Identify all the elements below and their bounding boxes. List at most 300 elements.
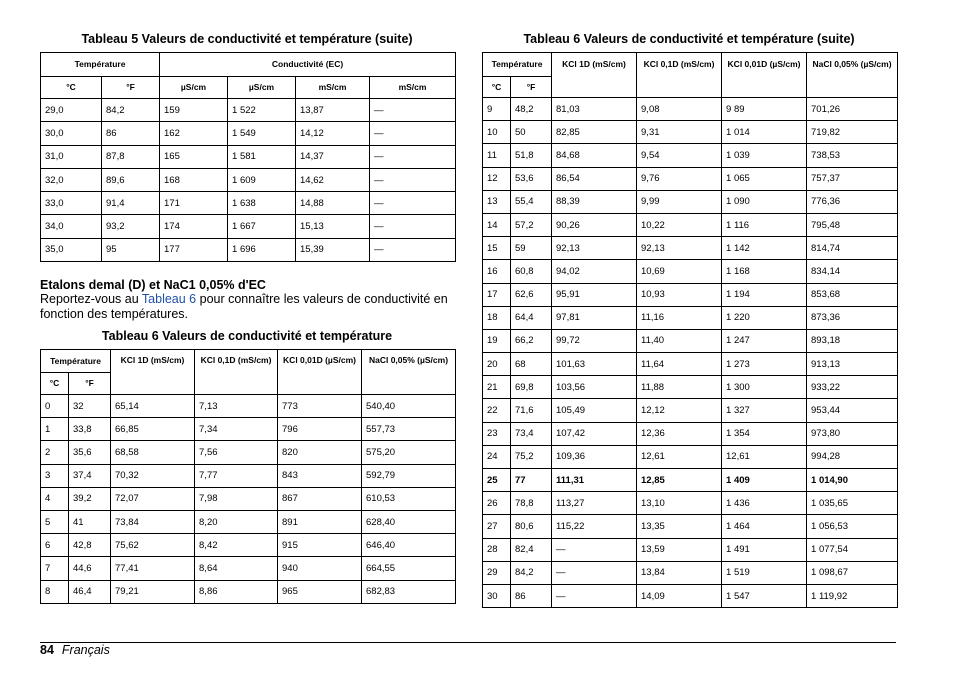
table6-row bbox=[41, 487, 456, 510]
table6-cont-cell: 13,35 bbox=[637, 515, 722, 538]
table6-cont-row bbox=[483, 237, 898, 260]
table6-cell: 2 bbox=[41, 441, 69, 464]
table6-cont-cell: 1 247 bbox=[722, 329, 807, 352]
table6-cont-cell: 1 014,90 bbox=[807, 469, 898, 492]
table6-cont-cell: — bbox=[552, 561, 637, 584]
table6-cont-header: KCl 1D (mS/cm) bbox=[552, 53, 637, 98]
table6-row bbox=[41, 510, 456, 533]
table6-cont-cell: 53,6 bbox=[511, 167, 552, 190]
table6-cell: 557,73 bbox=[362, 418, 456, 441]
table6-cont-cell: 1 056,53 bbox=[807, 515, 898, 538]
table6-cont-cell: 15 bbox=[483, 237, 511, 260]
table6-cont-row bbox=[483, 445, 898, 468]
table6-cont-header: NaCl 0,05% (µS/cm) bbox=[807, 53, 898, 98]
table6-cont-cell: 77 bbox=[511, 469, 552, 492]
table5-subheader: mS/cm bbox=[296, 77, 370, 99]
table6-cont-cell: 25 bbox=[483, 469, 511, 492]
table6-cell: 33,8 bbox=[69, 418, 111, 441]
table6-cont-cell: 973,80 bbox=[807, 422, 898, 445]
table6-cont-row bbox=[483, 376, 898, 399]
table6-cell: 965 bbox=[278, 580, 362, 603]
table6-cont-header: KCl 0,01D (µS/cm) bbox=[722, 53, 807, 98]
table6-cont-cell: 9,99 bbox=[637, 190, 722, 213]
table5-cell: 86 bbox=[102, 122, 160, 145]
table5-cell: 1 549 bbox=[228, 122, 296, 145]
table6-cont-cell: 75,2 bbox=[511, 445, 552, 468]
table5-cell: 93,2 bbox=[102, 215, 160, 238]
table5-cell: 15,13 bbox=[296, 215, 370, 238]
table6-cont-caption: Tableau 6 Valeurs de conductivité et température (suite) bbox=[523, 32, 855, 46]
table6-cont-cell: 795,48 bbox=[807, 213, 898, 236]
table6-cell: 664,55 bbox=[362, 557, 456, 580]
table6-cont-cell: 82,85 bbox=[552, 121, 637, 144]
table6-cont-cell: 86 bbox=[511, 584, 552, 607]
table6-cell: 575,20 bbox=[362, 441, 456, 464]
table6-cell: 77,41 bbox=[111, 557, 195, 580]
table5-cell: 35,0 bbox=[41, 238, 102, 261]
table6-cont-cell: 97,81 bbox=[552, 306, 637, 329]
table6-cont-row bbox=[483, 167, 898, 190]
table6-cont-cell: 111,31 bbox=[552, 469, 637, 492]
table6-cont-cell: 20 bbox=[483, 353, 511, 376]
table6-header: KCl 0,1D (mS/cm) bbox=[195, 350, 278, 395]
table6-header: Température bbox=[41, 350, 111, 373]
table5-cell: 34,0 bbox=[41, 215, 102, 238]
table6-cell: 843 bbox=[278, 464, 362, 487]
table6-cell: 68,58 bbox=[111, 441, 195, 464]
table6-cont-cell: 1 035,65 bbox=[807, 492, 898, 515]
table6-cont-cell: 12,61 bbox=[722, 445, 807, 468]
table6-cont-cell: 60,8 bbox=[511, 260, 552, 283]
page-footer bbox=[40, 643, 110, 657]
table5-cell: — bbox=[370, 238, 456, 261]
table6-header: KCl 1D (mS/cm) bbox=[111, 350, 195, 395]
table6-cell: 5 bbox=[41, 510, 69, 533]
table5-row bbox=[41, 122, 456, 145]
table6-cont-header: KCl 0,1D (mS/cm) bbox=[637, 53, 722, 98]
table5-cell: 1 696 bbox=[228, 238, 296, 261]
table6-cont-cell: 95,91 bbox=[552, 283, 637, 306]
table6-cont-cell: 893,18 bbox=[807, 329, 898, 352]
table6-cell: 1 bbox=[41, 418, 69, 441]
table6-cont-cell: 10,22 bbox=[637, 213, 722, 236]
table6-cont-cell: 12,36 bbox=[637, 422, 722, 445]
table6-cont-cell: 1 220 bbox=[722, 306, 807, 329]
table6-cell: 79,21 bbox=[111, 580, 195, 603]
table5-row bbox=[41, 99, 456, 122]
table6-cont-cell: 1 273 bbox=[722, 353, 807, 376]
table5-cell: 32,0 bbox=[41, 168, 102, 191]
table5-subheader: °F bbox=[102, 77, 160, 99]
section-heading: Etalons demal (D) et NaC1 0,05% d'EC bbox=[40, 278, 266, 292]
table5-cell: 29,0 bbox=[41, 99, 102, 122]
table6-cont-cell: 66,2 bbox=[511, 329, 552, 352]
table6-cont-row bbox=[483, 584, 898, 607]
table6-cont-cell: 27 bbox=[483, 515, 511, 538]
table6-cont-cell: 113,27 bbox=[552, 492, 637, 515]
table6-cont-cell: 1 168 bbox=[722, 260, 807, 283]
table5-subheader: °C bbox=[41, 77, 102, 99]
paragraph-text: Reportez-vous au bbox=[40, 292, 142, 306]
table6-cont-cell: 1 547 bbox=[722, 584, 807, 607]
table6-cont-cell: 18 bbox=[483, 306, 511, 329]
table5-cell: 1 581 bbox=[228, 145, 296, 168]
table6-cont-cell: 873,36 bbox=[807, 306, 898, 329]
table6-cell: 796 bbox=[278, 418, 362, 441]
table6-cell: 7,77 bbox=[195, 464, 278, 487]
table6-cont-cell: 13 bbox=[483, 190, 511, 213]
table6-cell: 820 bbox=[278, 441, 362, 464]
table6-cont-cell: 12,85 bbox=[637, 469, 722, 492]
table5-cell: 162 bbox=[160, 122, 228, 145]
table5-cell: 14,88 bbox=[296, 192, 370, 215]
table6-cont-cell: 105,49 bbox=[552, 399, 637, 422]
table6-cont-cell: 738,53 bbox=[807, 144, 898, 167]
table6-cont-cell: 90,26 bbox=[552, 213, 637, 236]
table6-cont-cell: 84,2 bbox=[511, 561, 552, 584]
table5-cell: 87,8 bbox=[102, 145, 160, 168]
table6-cell: 39,2 bbox=[69, 487, 111, 510]
table6-cont-row bbox=[483, 329, 898, 352]
table5-row bbox=[41, 192, 456, 215]
table5-cell: 165 bbox=[160, 145, 228, 168]
table6-cont-cell: 94,02 bbox=[552, 260, 637, 283]
table6-cont-cell: 109,36 bbox=[552, 445, 637, 468]
table6-cont-cell: 14 bbox=[483, 213, 511, 236]
table6-cont-cell: 48,2 bbox=[511, 98, 552, 121]
table6-cell: 592,79 bbox=[362, 464, 456, 487]
table5-cell: — bbox=[370, 215, 456, 238]
table6-cont-cell: 10 bbox=[483, 121, 511, 144]
table6-cont-cell: 1 039 bbox=[722, 144, 807, 167]
table5-row bbox=[41, 168, 456, 191]
table6-cont-cell: 57,2 bbox=[511, 213, 552, 236]
table5-cell: 14,12 bbox=[296, 122, 370, 145]
table6-cont-row bbox=[483, 399, 898, 422]
table5-cell: 33,0 bbox=[41, 192, 102, 215]
table6-cont-cell: 26 bbox=[483, 492, 511, 515]
table6-cont-cell: 1 354 bbox=[722, 422, 807, 445]
table6-cell: 940 bbox=[278, 557, 362, 580]
table6-cont-cell: 1 119,92 bbox=[807, 584, 898, 607]
table6-cont-cell: 1 142 bbox=[722, 237, 807, 260]
table5-cell: — bbox=[370, 122, 456, 145]
table6-cont-cell: 1 409 bbox=[722, 469, 807, 492]
table6-cont-cell: 69,8 bbox=[511, 376, 552, 399]
table6-cont-cell: 78,8 bbox=[511, 492, 552, 515]
table6-cont-cell: 99,72 bbox=[552, 329, 637, 352]
table6-header: NaCl 0,05% (µS/cm) bbox=[362, 350, 456, 395]
table6-cont-cell: 9,31 bbox=[637, 121, 722, 144]
paragraph-text: pour connaître les valeurs de conductivité en fonction des températures. bbox=[40, 292, 448, 321]
table6-cont-cell: 24 bbox=[483, 445, 511, 468]
table6-cell: 73,84 bbox=[111, 510, 195, 533]
table6-cont-cell: — bbox=[552, 538, 637, 561]
table6-cont-row bbox=[483, 260, 898, 283]
table6-cell: 42,8 bbox=[69, 534, 111, 557]
table5-cell: 84,2 bbox=[102, 99, 160, 122]
table6-subheader: °F bbox=[69, 373, 111, 395]
table6-cont-row bbox=[483, 213, 898, 236]
table6-cont-row bbox=[483, 190, 898, 213]
table5-subheader: mS/cm bbox=[370, 77, 456, 99]
table6-cont-cell: 1 077,54 bbox=[807, 538, 898, 561]
table6-cont-cell: 13,84 bbox=[637, 561, 722, 584]
table6-cell: 540,40 bbox=[362, 395, 456, 418]
table5-row bbox=[41, 238, 456, 261]
table6-cont-cell: 28 bbox=[483, 538, 511, 561]
table6-cell: 8,20 bbox=[195, 510, 278, 533]
table5-cell: — bbox=[370, 168, 456, 191]
table6-cont-cell: 1 464 bbox=[722, 515, 807, 538]
table6-cont-cell: 11,16 bbox=[637, 306, 722, 329]
table6-cont-cell: 50 bbox=[511, 121, 552, 144]
table6-cont-cell: 84,68 bbox=[552, 144, 637, 167]
table6-cont-cell: 107,42 bbox=[552, 422, 637, 445]
table6-cont-cell: 834,14 bbox=[807, 260, 898, 283]
table5-cell: 159 bbox=[160, 99, 228, 122]
table6-cont-cell: 17 bbox=[483, 283, 511, 306]
table6-cell: 44,6 bbox=[69, 557, 111, 580]
table6-cont-row bbox=[483, 98, 898, 121]
table6-cell: 32 bbox=[69, 395, 111, 418]
table5-cell: 30,0 bbox=[41, 122, 102, 145]
table6-cont-cell: 11,40 bbox=[637, 329, 722, 352]
table5-cell: 168 bbox=[160, 168, 228, 191]
table6-cont-cell: 92,13 bbox=[637, 237, 722, 260]
table6-cont-cell: 776,36 bbox=[807, 190, 898, 213]
table5-cell: 89,6 bbox=[102, 168, 160, 191]
table6-cont-cell: 21 bbox=[483, 376, 511, 399]
table6-cont-cell: 16 bbox=[483, 260, 511, 283]
table6-cont-subheader: °C bbox=[483, 77, 511, 98]
table6-cont-header: Température bbox=[483, 53, 552, 77]
table6-cell: 4 bbox=[41, 487, 69, 510]
table6-cell: 8,86 bbox=[195, 580, 278, 603]
table6-cont-cell: 10,69 bbox=[637, 260, 722, 283]
table6-cont-row bbox=[483, 353, 898, 376]
table5-cell: 1 609 bbox=[228, 168, 296, 191]
table6-cont-cell: 933,22 bbox=[807, 376, 898, 399]
table5-cell: 1 522 bbox=[228, 99, 296, 122]
table6-cont-cell: 64,4 bbox=[511, 306, 552, 329]
table6-cont-cell: 9 89 bbox=[722, 98, 807, 121]
table6-cont-cell: 81,03 bbox=[552, 98, 637, 121]
table6-cont-cell: 9,76 bbox=[637, 167, 722, 190]
table5-cell: 177 bbox=[160, 238, 228, 261]
table6-cont-row bbox=[483, 144, 898, 167]
table6-cont-cell: 62,6 bbox=[511, 283, 552, 306]
table6-cell: 646,40 bbox=[362, 534, 456, 557]
table6-cont-cell: 12 bbox=[483, 167, 511, 190]
table5-cell: 14,37 bbox=[296, 145, 370, 168]
table6-subheader: °C bbox=[41, 373, 69, 395]
table6-cont-cell: 9,08 bbox=[637, 98, 722, 121]
table6-cont bbox=[482, 52, 898, 608]
table6-header: KCl 0,01D (µS/cm) bbox=[278, 350, 362, 395]
table5-cell: 95 bbox=[102, 238, 160, 261]
table6-cont-cell: 13,10 bbox=[637, 492, 722, 515]
table5-cell: 14,62 bbox=[296, 168, 370, 191]
table5-cell: 13,87 bbox=[296, 99, 370, 122]
footer-language: Français bbox=[61, 643, 110, 657]
table6-cont-row bbox=[483, 538, 898, 561]
table6-cont-cell: 994,28 bbox=[807, 445, 898, 468]
table6-cont-cell: 82,4 bbox=[511, 538, 552, 561]
table6-cont-cell: 51,8 bbox=[511, 144, 552, 167]
table6-cont-cell: 88,39 bbox=[552, 190, 637, 213]
table6-cont-cell: 23 bbox=[483, 422, 511, 445]
table6-cont-cell: 22 bbox=[483, 399, 511, 422]
table6-cont-cell: 757,37 bbox=[807, 167, 898, 190]
table6 bbox=[40, 349, 456, 604]
table6-cell: 891 bbox=[278, 510, 362, 533]
table5-cell: — bbox=[370, 99, 456, 122]
table6-caption: Tableau 6 Valeurs de conductivité et température bbox=[101, 329, 393, 343]
table6-cont-cell: 1 519 bbox=[722, 561, 807, 584]
table6-cell: 7,13 bbox=[195, 395, 278, 418]
table6-cell: 0 bbox=[41, 395, 69, 418]
table6-cont-cell: 814,74 bbox=[807, 237, 898, 260]
table6-cell: 37,4 bbox=[69, 464, 111, 487]
table5-subheader: µS/cm bbox=[228, 77, 296, 99]
table6-cont-cell: 86,54 bbox=[552, 167, 637, 190]
table6-cell: 7,98 bbox=[195, 487, 278, 510]
table6-cont-row bbox=[483, 306, 898, 329]
table6-cell: 7 bbox=[41, 557, 69, 580]
table5-subheader: µS/cm bbox=[160, 77, 228, 99]
table6-cont-cell: 1 116 bbox=[722, 213, 807, 236]
table5-cell: — bbox=[370, 145, 456, 168]
table6-cont-cell: 55,4 bbox=[511, 190, 552, 213]
table6-cont-cell: — bbox=[552, 584, 637, 607]
table6-link[interactable]: Tableau 6 bbox=[141, 292, 197, 306]
table6-cont-cell: 1 098,67 bbox=[807, 561, 898, 584]
table6-cont-cell: 71,6 bbox=[511, 399, 552, 422]
table6-cont-row bbox=[483, 422, 898, 445]
table6-cont-cell: 1 014 bbox=[722, 121, 807, 144]
table5-row bbox=[41, 215, 456, 238]
table6-cont-cell: 12,61 bbox=[637, 445, 722, 468]
table6-row bbox=[41, 441, 456, 464]
table6-cont-subheader: °F bbox=[511, 77, 552, 98]
table6-cont-cell: 9,54 bbox=[637, 144, 722, 167]
table6-row bbox=[41, 557, 456, 580]
table6-row bbox=[41, 534, 456, 557]
table6-cont-cell: 853,68 bbox=[807, 283, 898, 306]
table5 bbox=[40, 52, 456, 262]
table6-cont-cell: 1 194 bbox=[722, 283, 807, 306]
table6-cont-cell: 59 bbox=[511, 237, 552, 260]
table6-cont-cell: 1 327 bbox=[722, 399, 807, 422]
table6-cont-cell: 10,93 bbox=[637, 283, 722, 306]
table5-header-conductivity: Conductivité (EC) bbox=[160, 53, 456, 77]
table6-cont-cell: 913,13 bbox=[807, 353, 898, 376]
table6-cell: 41 bbox=[69, 510, 111, 533]
table6-cell: 8 bbox=[41, 580, 69, 603]
table6-cont-row bbox=[483, 561, 898, 584]
table6-cell: 7,56 bbox=[195, 441, 278, 464]
table6-cont-cell: 73,4 bbox=[511, 422, 552, 445]
table5-row bbox=[41, 145, 456, 168]
table6-cont-cell: 1 090 bbox=[722, 190, 807, 213]
table6-cont-row bbox=[483, 515, 898, 538]
table6-cont-cell: 101,63 bbox=[552, 353, 637, 376]
table6-cell: 65,14 bbox=[111, 395, 195, 418]
table6-cont-cell: 92,13 bbox=[552, 237, 637, 260]
table5-caption: Tableau 5 Valeurs de conductivité et température (suite) bbox=[81, 32, 413, 46]
table6-cell: 7,34 bbox=[195, 418, 278, 441]
table6-cont-cell: 719,82 bbox=[807, 121, 898, 144]
table6-cont-cell: 1 300 bbox=[722, 376, 807, 399]
table6-cell: 70,32 bbox=[111, 464, 195, 487]
table6-cont-cell: 953,44 bbox=[807, 399, 898, 422]
table6-cont-cell: 13,59 bbox=[637, 538, 722, 561]
page-number: 84 bbox=[40, 643, 54, 657]
table6-cont-row bbox=[483, 283, 898, 306]
table6-cell: 6 bbox=[41, 534, 69, 557]
table6-row bbox=[41, 464, 456, 487]
footer-divider bbox=[40, 642, 896, 643]
table6-cont-cell: 19 bbox=[483, 329, 511, 352]
table6-cont-cell: 29 bbox=[483, 561, 511, 584]
table6-cell: 628,40 bbox=[362, 510, 456, 533]
table6-cell: 867 bbox=[278, 487, 362, 510]
table6-cont-cell: 68 bbox=[511, 353, 552, 376]
table6-cont-cell: 11 bbox=[483, 144, 511, 167]
table5-cell: 31,0 bbox=[41, 145, 102, 168]
table6-cont-cell: 701,26 bbox=[807, 98, 898, 121]
table6-cell: 46,4 bbox=[69, 580, 111, 603]
table6-cell: 8,42 bbox=[195, 534, 278, 557]
table6-cell: 773 bbox=[278, 395, 362, 418]
table6-row bbox=[41, 395, 456, 418]
table6-cont-row bbox=[483, 469, 898, 492]
table5-cell: 91,4 bbox=[102, 192, 160, 215]
table6-cell: 66,85 bbox=[111, 418, 195, 441]
table6-cell: 75,62 bbox=[111, 534, 195, 557]
table6-cont-cell: 1 065 bbox=[722, 167, 807, 190]
table6-cont-cell: 11,88 bbox=[637, 376, 722, 399]
table6-cell: 8,64 bbox=[195, 557, 278, 580]
table6-cont-cell: 103,56 bbox=[552, 376, 637, 399]
table5-cell: — bbox=[370, 192, 456, 215]
table6-row bbox=[41, 418, 456, 441]
table5-header-temperature: Température bbox=[41, 53, 160, 77]
table6-cell: 610,53 bbox=[362, 487, 456, 510]
table6-cont-cell: 14,09 bbox=[637, 584, 722, 607]
section-paragraph bbox=[40, 292, 455, 322]
table6-row bbox=[41, 580, 456, 603]
table6-cont-row bbox=[483, 492, 898, 515]
table6-cell: 35,6 bbox=[69, 441, 111, 464]
table6-cont-row bbox=[483, 121, 898, 144]
table6-cell: 915 bbox=[278, 534, 362, 557]
table6-cell: 3 bbox=[41, 464, 69, 487]
table5-cell: 15,39 bbox=[296, 238, 370, 261]
table6-cont-cell: 11,64 bbox=[637, 353, 722, 376]
table5-cell: 174 bbox=[160, 215, 228, 238]
table6-cont-cell: 9 bbox=[483, 98, 511, 121]
table6-cell: 682,83 bbox=[362, 580, 456, 603]
table6-cont-cell: 1 491 bbox=[722, 538, 807, 561]
table6-cont-cell: 1 436 bbox=[722, 492, 807, 515]
table5-cell: 171 bbox=[160, 192, 228, 215]
table5-cell: 1 638 bbox=[228, 192, 296, 215]
table6-cont-cell: 30 bbox=[483, 584, 511, 607]
table6-cell: 72,07 bbox=[111, 487, 195, 510]
table6-cont-cell: 80,6 bbox=[511, 515, 552, 538]
